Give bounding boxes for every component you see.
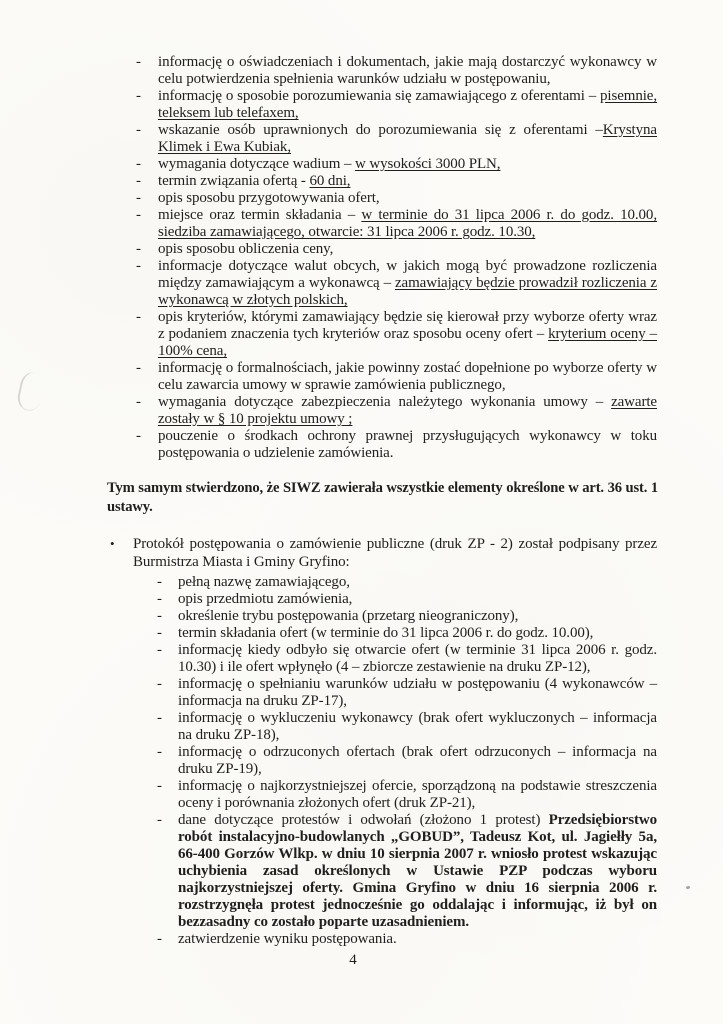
list-item <box>136 122 657 156</box>
list-item-text: miejsce oraz termin składania – w terminie do 31 lipca 2006 r. do godz. 10.00, siedziba zamawiającego, otwarcie: 31 lipca 2006 r. godz. 10.30, <box>158 207 657 240</box>
siwz-conclusion-statement: Tym samym stwierdzono, że SIWZ zawierała wszystkie elementy określone w art. 36 ust. 1 ustawy. <box>107 480 658 515</box>
list-item-text: wymagania dotyczące zabezpieczenia należytego wykonania umowy – zawarte zostały w § 10 projektu umowy ; <box>158 394 657 427</box>
dash-marker: - <box>136 207 141 223</box>
list-item <box>157 778 657 812</box>
list-item-text: informację o najkorzystniejszej ofercie, sporządzoną na podstawie streszczenia oceny i porównania złożonych ofert (druk ZP-21), <box>178 778 657 811</box>
dash-marker: - <box>157 608 162 624</box>
list-item-text: pełną nazwę zamawiającego, <box>178 574 350 590</box>
list-item <box>157 744 657 778</box>
list-item-text: termin składania ofert (w terminie do 31 lipca 2006 r. do godz. 10.00), <box>178 625 594 641</box>
list-item <box>157 625 657 642</box>
dash-marker: - <box>157 676 162 692</box>
dash-marker: - <box>157 591 162 607</box>
dash-marker: - <box>157 642 162 658</box>
list-item-text: informację kiedy odbyło się otwarcie ofert (w terminie 31 lipca 2006 r. godz. 10.30) i ile ofert wpłynęło (4 – zbiorcze zestawienie na druku ZP-12), <box>178 642 657 675</box>
list-item <box>136 241 657 258</box>
list-item-text: informację o formalnościach, jakie powinny zostać dopełnione po wyborze oferty w celu zawarcia umowy w sprawie zamówienia publicznego, <box>158 360 657 393</box>
list-item-text: wskazanie osób uprawnionych do porozumiewania się z oferentami –Krystyna Klimek i Ewa Kubiak, <box>158 122 657 155</box>
dash-marker: - <box>136 173 141 189</box>
dash-marker: - <box>136 156 141 172</box>
list-item-text: pouczenie o środkach ochrony prawnej przysługujących wykonawcy w toku postępowania o udzielenie zamówienia. <box>158 428 657 461</box>
dash-marker: - <box>136 394 141 410</box>
dash-marker: - <box>136 88 141 104</box>
list-item <box>136 54 657 88</box>
list-item-text: termin związania ofertą - 60 dni, <box>158 173 351 189</box>
list-item-text: wymagania dotyczące wadium – w wysokości 3000 PLN, <box>158 156 501 172</box>
dash-marker: - <box>157 778 162 794</box>
list-item-text: określenie trybu postępowania (przetarg nieograniczony), <box>178 608 519 624</box>
list-item-text: informację o wykluczeniu wykonawcy (brak ofert wykluczonych – informacja na druku ZP-18), <box>178 710 657 743</box>
list-item <box>136 88 657 122</box>
dash-marker: - <box>157 812 162 828</box>
protocol-intro <box>110 535 657 571</box>
dash-marker: - <box>136 360 141 376</box>
list-item <box>136 394 657 428</box>
list-item-text: opis przedmiotu zamówienia, <box>178 591 353 607</box>
dash-marker: - <box>136 54 141 70</box>
list-item-text: opis sposobu przygotowywania ofert, <box>158 190 380 206</box>
list-item-text: zatwierdzenie wyniku postępowania. <box>178 931 397 947</box>
pencil-mark <box>15 370 47 413</box>
list-item <box>157 676 657 710</box>
list-item-text: informację o odrzuconych ofertach (brak ofert odrzuconych – informacja na druku ZP-19), <box>178 744 657 777</box>
bullet-marker: • <box>110 536 115 551</box>
dash-marker: - <box>136 309 141 325</box>
list-item <box>157 710 657 744</box>
list-item-text: dane dotyczące protestów i odwołań (złożono 1 protest) Przedsiębiorstwo robót instalacyjno-budowlanych „GOBUD”, Tadeusz Kot, ul. Jagiełły 5a, 66-400 Gorzów Wlkp. w dniu 10 sierpnia 2007 r. wniosło protest wskazując uchybienia zasad określonych w Ustawie PZP podczas wyboru najkorzystniejszej oferty. Gmina Gryfino w dniu 16 sierpnia 2006 r. rozstrzygnęła protest jednocześnie go oddalając i informując, iż był on bezzasadny co zostało poparte uzasadnieniem. <box>178 812 657 930</box>
list-item <box>136 207 657 241</box>
list-item <box>157 812 657 931</box>
list-item-text: informacje dotyczące walut obcych, w jakich mogą być prowadzone rozliczenia między zamawiającym a wykonawcą – zamawiający będzie prowadził rozliczenia z wykonawcą w złotych polskich, <box>158 258 657 308</box>
dash-marker: - <box>136 428 141 444</box>
list-item <box>136 428 657 462</box>
list-item-text: informację o spełnianiu warunków udziału w postępowaniu (4 wykonawców – informacja na druku ZP-17), <box>178 676 657 709</box>
dash-marker: - <box>136 190 141 206</box>
list-item-text: informację o oświadczeniach i dokumentach, jakie mają dostarczyć wykonawcy w celu potwierdzenia spełnienia warunków udziału w postępowaniu, <box>158 54 657 87</box>
dash-marker: - <box>157 625 162 641</box>
list-item <box>136 190 657 207</box>
scan-speck <box>686 885 691 889</box>
dash-marker: - <box>157 710 162 726</box>
list-item <box>157 931 657 948</box>
dash-marker: - <box>136 258 141 274</box>
page-number: 4 <box>349 952 357 968</box>
list-item-text: informację o sposobie porozumiewania się zamawiającego z oferentami – pisemnie, teleksem lub telefaxem, <box>158 88 657 121</box>
siwz-elements-list <box>136 54 657 462</box>
list-item <box>157 608 657 625</box>
list-item <box>136 360 657 394</box>
list-item <box>136 258 657 309</box>
dash-marker: - <box>136 241 141 257</box>
dash-marker: - <box>157 744 162 760</box>
list-item <box>136 156 657 173</box>
list-item <box>157 642 657 676</box>
dash-marker: - <box>157 931 162 947</box>
protocol-details-list <box>157 574 657 948</box>
list-item <box>157 574 657 591</box>
list-item-text: opis sposobu obliczenia ceny, <box>158 241 334 257</box>
list-item <box>157 591 657 608</box>
list-item-text: opis kryteriów, którymi zamawiający będzie się kierował przy wyborze oferty wraz z podaniem znaczenia tych kryteriów oraz sposobu oceny ofert – kryterium oceny – 100% cena, <box>158 309 657 359</box>
list-item <box>110 535 657 571</box>
dash-marker: - <box>157 574 162 590</box>
list-item <box>136 309 657 360</box>
list-item-text: Protokół postępowania o zamówienie publiczne (druk ZP - 2) został podpisany przez Burmistrza Miasta i Gminy Gryfino: <box>133 536 657 570</box>
dash-marker: - <box>136 122 141 138</box>
list-item <box>136 173 657 190</box>
